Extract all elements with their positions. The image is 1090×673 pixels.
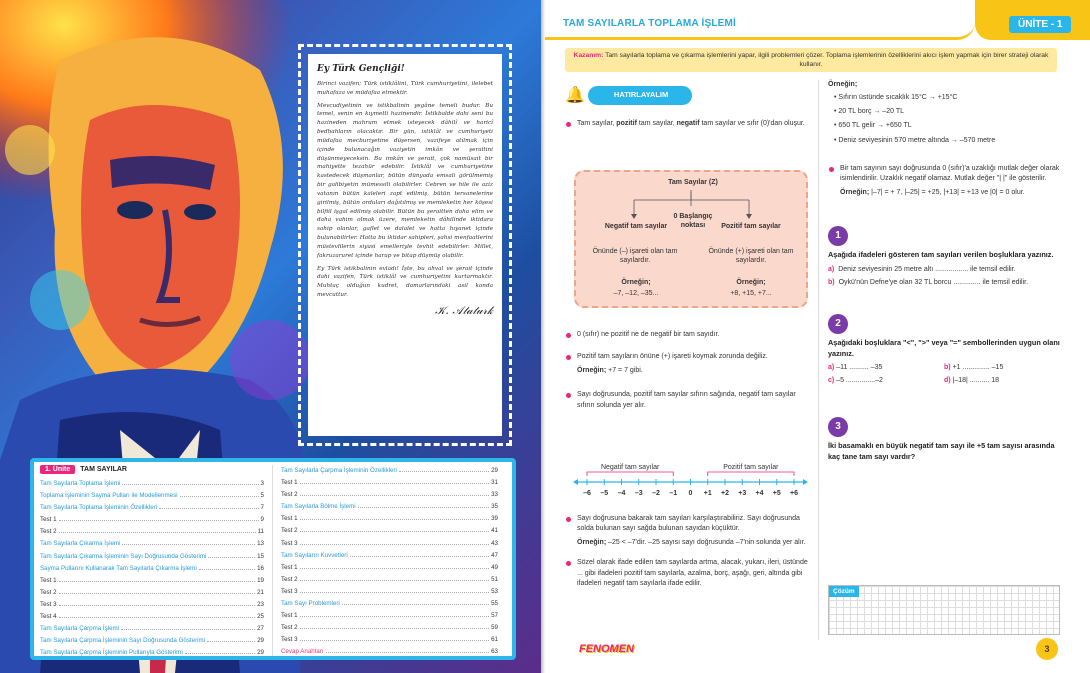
number-line-label: +5: [772, 490, 781, 497]
example-item: Deniz seviyesinin 570 metre altında → –570 metre: [838, 136, 996, 144]
toc-entry-title: Test 1: [40, 576, 57, 584]
toc-entry-page: 9: [260, 516, 264, 524]
plus-note: Pozitif tam sayıların önüne (+) işareti koymak zorunda değiliz.: [565, 352, 810, 362]
number-line-label: –1: [669, 490, 678, 497]
table-of-contents: [30, 458, 516, 660]
toc-entry-title: Test 3: [281, 587, 298, 595]
q2-option-d[interactable]: |–18| .......... 18: [952, 377, 1000, 385]
toc-entry-page: 11: [257, 528, 264, 536]
question-3-title: İki basamaklı en büyük negatif tam sayı ile +5 tam sayısı arasında kaç tane tam sayı vardır?: [828, 441, 1055, 461]
left-column-notes: 0 (sıfır) ne pozitif ne de negatif bir tam sayıdır. Pozitif tam sayıların önüne (+) işareti koymak zorunda değiliz. Örneğin; +7 = 7 gibi. Sayı doğrusunda, pozitif tam sayılar sıfırın sağında, negatif tam sayılar sıfırın solunda yer alır.: [565, 330, 810, 415]
toc-entry-title: Tam Sayı Problemleri: [281, 600, 340, 608]
toc-entry-title: Test 1: [281, 612, 298, 620]
right-arrow-icon: [803, 479, 808, 485]
diagram-title: Tam Sayılar (Z): [668, 179, 718, 186]
speech-paragraph-1: Birinci vazifen; Türk istiklâlini, Türk cumhuriyetini, ilelebet muhafaza ve müdafaa etmektir.: [317, 81, 493, 96]
speech-paragraph-2: Mevcudiyetinin ve istikbalinin yegâne temeli budur. Bu temel, senin en kıymetli hazinendir. İstikbalde dahi seni bu hazineden mahrum etmek isteyecek dâhilî ve haricî bedhahların olacaktır. Bir gün, istiklâl ve cumhuriyeti müdafaa mecburiyetine düşersen, vazifeye atılmak için içinde bulunacağın vaziyetin imkân ve şeraitini düşünmeyeceksin. Bu imkân ve şerait, çok namüsait bir mahiyette tezahür edebilir. İstiklâl ve cumhuriyetine kastedecek düşmanlar, bütün dünyada emsali görülmemiş bir galibiyetin mümessili olabilirler. Cebren ve hile ile aziz vatanın bütün kaleleri zapt edilmiş, bütün tersanelerine girilmiş, bütün orduları dağıtılmış ve memleketin her köşesi bilfiil işgal edilmiş olabilir. Bütün bu şeraitten daha elim ve daha vahim olmak üzere, memleketin dâhilinde iktidara sahip olanlar, gaflet ve dalalet ve hatta hıyanet içinde bulunabilirler. Hatta bu iktidar sahipleri, şahsi menfaatlerini müstevlilerin siyasi emelleriyle tevhit edebilirler. Millet, fakruzaruret içinde harap ve bitap düşmüş olabilir.: [317, 102, 493, 259]
zero-note: 0 (sıfır) ne pozitif ne de negatif bir tam sayıdır.: [565, 330, 810, 340]
toc-entry-page: 27: [257, 625, 264, 633]
signature: 𝒦. 𝒜𝓉𝒶𝓉𝓊𝓇𝓀: [435, 303, 493, 317]
toc-row[interactable]: [40, 563, 264, 575]
toc-entry-page: 13: [257, 540, 264, 548]
diagram-negative-title: Negatif tam sayılar: [604, 223, 668, 230]
numberline-note: Sayı doğrusunda, pozitif tam sayılar sıfırın sağında, negatif tam sayılar sıfırın solunda yer alır.: [565, 390, 810, 410]
speech-title: Ey Türk Gençliği!: [317, 64, 405, 74]
diagram-positive-title: Pozitif tam sayılar: [721, 223, 781, 230]
number-line-label: +3: [738, 490, 747, 497]
toc-entry-title: Test 1: [281, 479, 298, 487]
examples-label: Örneğin;: [828, 81, 858, 88]
lesson-page: [545, 0, 1090, 673]
toc-entry-title: Test 3: [281, 636, 298, 644]
page-title: TAM SAYILARLA TOPLAMA İŞLEMİ: [563, 18, 737, 29]
hatirlayalim-label: HATIRLAYALIM: [588, 86, 692, 105]
toc-row[interactable]: [281, 513, 498, 525]
q2-option-a[interactable]: –11 .......... –35: [836, 364, 883, 372]
diagram-positive-ex: +8, +15, +7...: [730, 290, 772, 297]
toc-entry-page: 7: [260, 504, 264, 512]
toc-entry-title: Tam Sayılarla Bölme İşlemi: [281, 503, 356, 511]
toc-row[interactable]: [281, 574, 498, 586]
unit-label: ÜNİTE - 1: [1009, 16, 1071, 33]
diagram-negative-ex: –7, –12, –35...: [613, 290, 659, 297]
q2-option-b[interactable]: +1 .............. –15: [952, 364, 1004, 372]
toc-entry-title: Test 1: [40, 516, 57, 524]
toc-entry-title: Toplama İşleminin Sayma Pulları ile Modellenmesi: [40, 492, 178, 500]
toc-row[interactable]: [281, 501, 498, 513]
toc-entry-page: 53: [491, 587, 498, 595]
toc-unit-name: TAM SAYILAR: [80, 466, 127, 473]
negative-bracket: [587, 472, 673, 476]
toc-entry-title: Test 2: [40, 528, 57, 536]
number-line-label: –4: [617, 490, 626, 497]
publisher-logo: FENOMEN: [579, 643, 634, 655]
speech-paragraph-3: Ey Türk istikbalinin evladı! İşte, bu ahval ve şerait içinde dahi vazifen, Türk istiklâl ve cumhuriyetini kurtarmaktır. Muhtaç olduğun kudret, damarlarındaki asil kanda mevcuttur.: [317, 265, 493, 299]
intro-note: Tam sayılar, pozitif tam sayılar, negatif tam sayılar ve sıfır (0)'dan oluşur.: [565, 119, 810, 129]
toc-entry-title: Cevap Anahtarı: [281, 648, 324, 656]
toc-entry-page: 21: [257, 588, 264, 596]
toc-entry-page: 5: [260, 492, 264, 500]
toc-row[interactable]: [281, 598, 498, 610]
toc-entry-page: 15: [257, 552, 264, 560]
diagram-positive-desc: Önünde (+) işareti olan tam sayılardır.: [708, 248, 794, 265]
toc-entry-title: Test 3: [281, 539, 298, 547]
hatirlayalim-banner: [565, 84, 810, 107]
toc-entry-title: Test 1: [281, 515, 298, 523]
toc-row[interactable]: [40, 514, 264, 526]
toc-entry-title: Test 4: [40, 613, 57, 621]
question-2-title: Aşağıdaki boşluklara "<", ">" veya "=" sembollerinden uygun olanı yazınız.: [828, 337, 1060, 358]
toc-entry-page: 43: [491, 539, 498, 547]
toc-entry-page: 47: [491, 551, 498, 559]
compare-note: Sayı doğrusuna bakarak tam sayıları karşılaştırabiliriz. Sayı doğrusunda solda bulunan sayı sağda bulunan sayıdan küçüktür.: [565, 514, 810, 534]
question-2: 2 Aşağıdaki boşluklara "<", ">" veya "=" sembollerinden uygun olanı yazınız. a) –11 .......... –35 b) +1 .............. –15 c) –5 ...............–2 d) |–18| .......... 18: [828, 314, 1060, 389]
solution-grid[interactable]: [828, 585, 1060, 635]
speech-box: [298, 44, 512, 446]
toc-entry-title: Tam Sayılarla Çarpma İşleminin Pullarıyla Gösterimi: [40, 649, 183, 657]
toc-row[interactable]: [281, 634, 498, 646]
toc-column-right: [273, 465, 506, 656]
toc-row[interactable]: [281, 477, 498, 489]
toc-entry-title: Tam Sayılarla Çarpma İşlemi: [40, 625, 120, 633]
toc-entry-page: 23: [257, 600, 264, 608]
positive-label: Pozitif tam sayılar: [723, 464, 779, 471]
toc-entry-page: 51: [491, 575, 498, 583]
toc-row[interactable]: [281, 562, 498, 574]
toc-entry-title: Sayma Pullarını Kullanarak Tam Sayılarla Çıkarma İşlemi: [40, 564, 197, 572]
solution-label: Çözüm: [829, 586, 859, 597]
toc-entry-title: Tam Sayıların Kuvvetleri: [281, 551, 348, 559]
page-header: [545, 0, 1090, 42]
toc-entry-title: Test 2: [281, 491, 298, 499]
integer-diagram: [574, 170, 808, 308]
toc-entry-title: Test 2: [281, 527, 298, 535]
toc-row[interactable]: [40, 623, 264, 635]
toc-row[interactable]: [40, 551, 264, 563]
toc-entry-title: Test 1: [281, 563, 298, 571]
toc-entry-page: 39: [491, 515, 498, 523]
number-line-label: –5: [600, 490, 609, 497]
toc-entry-page: 25: [257, 613, 264, 621]
toc-column-left: [40, 465, 273, 656]
left-arrow-icon: [573, 479, 578, 485]
negative-label: Negatif tam sayılar: [600, 464, 660, 471]
question-1: 1 Aşağıda ifadeleri gösteren tam sayıları verilen boşluklara yazınız. a) Deniz seviyesinin 25 metre altı ................. ile temsil edilir. b) Oykü'nün Defne'ye olan 32 TL borcu .............. ile temsil edilir.: [828, 226, 1060, 288]
diagram-zero-title: 0 Başlangıç noktası: [673, 213, 713, 230]
example-item: 20 TL borç → –20 TL: [838, 108, 905, 116]
diagram-positive-ex-label: Örneğin;: [736, 279, 766, 286]
toc-row[interactable]: [281, 525, 498, 537]
toc-entry-page: 29: [491, 467, 498, 474]
kazanim-text: Tam sayılarla toplama ve çıkarma işlemlerini yapar, ilgili problemleri çözer. Toplama işlemlerinin özelliklerini akıcı işlem yapmak için birer strateji olarak kullanır.: [605, 52, 1049, 69]
toc-entry-page: 31: [491, 479, 498, 487]
toc-entry-page: 29: [257, 649, 264, 657]
q1-option-a[interactable]: Deniz seviyesinin 25 metre altı ................. ile temsil edilir.: [838, 265, 1016, 273]
toc-row[interactable]: [40, 611, 264, 623]
toc-entry-title: Tam Sayılarla Çarpma İşleminin Sayı Doğrusunda Gösterimi: [40, 637, 206, 645]
positive-bracket: [708, 472, 794, 476]
toc-row[interactable]: [281, 586, 498, 598]
q2-option-c[interactable]: –5 ...............–2: [836, 377, 883, 385]
number-line-label: –6: [583, 490, 591, 497]
number-line-label: –2: [652, 490, 660, 497]
toc-row[interactable]: [40, 478, 264, 490]
toc-entry-title: Test 2: [281, 624, 298, 632]
diagram-negative-desc: Önünde (–) işareti olan tam sayılardır.: [592, 248, 678, 265]
abs-note: Bir tam sayının sayı doğrusunda 0 (sıfır)'a uzaklığı mutlak değer olarak isimlendirilir. Uzaklık negatif olamaz. Mutlak değer "| |" ile gösterilir.: [828, 164, 1060, 184]
right-column: Örneğin; • Sıfırın üstünde sıcaklık 15°C → +15°C • 20 TL borç → –20 TL • 650 TL gelir → +650 TL • Deniz seviyesinin 570 metre altında → –570 metre Bir tam sayının sayı doğrusunda 0 (sıfır)'a uzaklığı mutlak değer olarak isimlendirilir. Uzaklık negatif olamaz. Mutlak değer "| |" ile gösterilir. Örneğin; |–7| = + 7, |–25| = +25, |+13| = +13 ve |0| = 0 olur. 1 Aşağıda ifadeleri gösteren tam sayıları verilen boşluklara yazınız. a) Deniz seviyesinin 25 metre altı ................. ile temsil edilir. b) Oykü'nün Defne'ye olan 32 TL borcu .............. ile temsil edilir. 2 Aşağıdaki boşluklara "<", ">" veya "=" sembollerinden uygun olanı yazınız. a) –11 .......... –35 b) +1 .............. –15 c) –5 ...............–2 d) |–18| .......... 18 3 İki basamaklı en büyük negatif tam sayı ile +5 tam sayısı arasında kaç tane tam sayı vardır?: [828, 81, 1060, 461]
question-1-title: Aşağıda ifadeleri gösteren tam sayıları verilen boşluklara yazınız.: [828, 250, 1054, 260]
bell-icon: 🔔: [565, 87, 585, 104]
question-2-number: 2: [828, 314, 848, 334]
toc-row[interactable]: [281, 465, 498, 477]
diagram-negative-ex-label: Örneğin;: [621, 279, 651, 286]
toc-entry-page: 33: [491, 491, 498, 499]
toc-row[interactable]: [40, 635, 264, 647]
toc-row[interactable]: [40, 490, 264, 502]
toc-entry-title: Tam Sayılarla Çıkarma İşleminin Sayı Doğrusunda Gösterimi: [40, 552, 207, 560]
verbal-note: Sözel olarak ifade edilen tam sayılarda artma, alacak, yukarı, ileri, üstünde ... gibi ifadeleri pozitif tam sayılarla, azalma, borç, aşağı, geri, altında gibi ifadeleri negatif tam sayılarla ifade edilir.: [565, 558, 810, 588]
toc-entry-title: Tam Sayılarla Toplama İşleminin Özellikleri: [40, 504, 158, 512]
left-column-bottom: [565, 514, 810, 593]
toc-entry-page: 55: [491, 600, 498, 608]
number-line-label: +4: [755, 490, 764, 497]
number-line-label: +6: [790, 490, 798, 497]
kazanim-box: [565, 48, 1057, 72]
toc-row[interactable]: [281, 610, 498, 622]
kazanim-label: Kazanım:: [573, 52, 604, 59]
toc-entry-page: 41: [491, 527, 498, 535]
toc-entry-page: 63: [491, 648, 498, 656]
example-item: 650 TL gelir → +650 TL: [838, 122, 912, 130]
toc-row[interactable]: [40, 647, 264, 659]
number-line-label: +1: [703, 490, 712, 497]
toc-entry-page: 19: [257, 576, 264, 584]
abs-example: Örneğin; |–7| = + 7, |–25| = +25, |+13| = +13 ve |0| = 0 olur.: [840, 188, 1025, 196]
toc-row[interactable]: [40, 575, 264, 587]
page-number: 3: [1036, 638, 1058, 660]
toc-entry-title: Test 2: [281, 575, 298, 583]
number-line-label: +2: [721, 490, 729, 497]
toc-entry-page: 29: [257, 637, 264, 645]
toc-row[interactable]: [281, 550, 498, 562]
toc-entry-page: 35: [491, 503, 498, 511]
example-item: Sıfırın üstünde sıcaklık 15°C → +15°C: [838, 94, 958, 102]
toc-entry-title: Test 3: [40, 600, 57, 608]
toc-row[interactable]: [281, 646, 498, 658]
number-line-label: –3: [634, 490, 643, 497]
toc-entry-title: Tam Sayılarla Toplama İşlemi: [40, 480, 121, 487]
q1-option-b[interactable]: Oykü'nün Defne'ye olan 32 TL borcu .............. ile temsil edilir.: [838, 278, 1029, 286]
toc-row[interactable]: [40, 587, 264, 599]
number-line: [573, 454, 808, 499]
toc-entry-page: 16: [257, 564, 264, 572]
toc-entry-title: Tam Sayılarla Çarpma İşleminin Özellikleri: [281, 467, 397, 474]
toc-unit-badge: 1. Ünite: [40, 465, 75, 474]
number-line-label: 0: [688, 490, 693, 497]
toc-entry-title: Tam Sayılarla Çıkarma İşlemi: [40, 540, 121, 548]
toc-entry-page: 3: [260, 480, 264, 487]
toc-row[interactable]: [281, 538, 498, 550]
toc-entry-page: 59: [491, 624, 498, 632]
toc-row[interactable]: [281, 489, 498, 501]
cover-page: [0, 0, 541, 673]
toc-row[interactable]: [281, 622, 498, 634]
compare-example: Örneğin; –25 < –7'dir. –25 sayısı sayı doğrusunda –7'nin solunda yer alır.: [577, 539, 806, 547]
question-3-number: 3: [828, 417, 848, 437]
toc-row[interactable]: [40, 502, 264, 514]
left-column: [565, 84, 810, 133]
toc-entry-title: Test 2: [40, 588, 57, 596]
toc-entry-page: 49: [491, 563, 498, 571]
toc-row[interactable]: [40, 599, 264, 611]
toc-row[interactable]: [40, 538, 264, 550]
toc-entry-page: 57: [491, 612, 498, 620]
toc-entry-page: 61: [491, 636, 498, 644]
question-1-number: 1: [828, 226, 848, 246]
question-3: [828, 417, 1060, 462]
toc-row[interactable]: [40, 526, 264, 538]
